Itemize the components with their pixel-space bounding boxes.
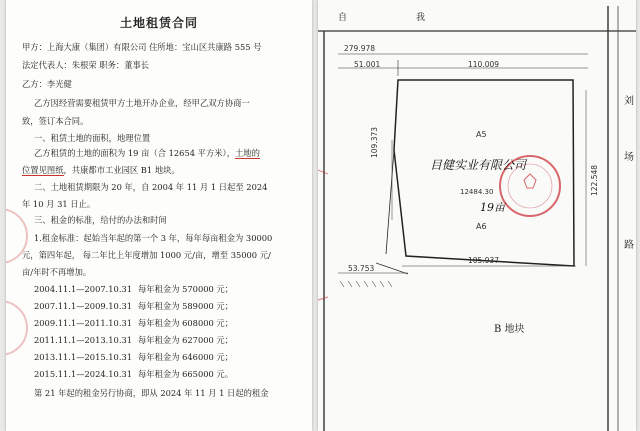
schedule-row: 2004.11.1—2007.10.31 每年租金为 570000 元；	[34, 284, 234, 294]
dim-top-total: 279.978	[344, 44, 376, 53]
road-char-3: 路	[624, 240, 634, 251]
top-label-2: 我	[416, 13, 426, 23]
schedule-row: 2015.11.1—2024.10.31 每年租金为 665000 元。	[34, 369, 234, 379]
road-char-2: 场	[624, 152, 634, 163]
section-3-heading: 三、租金的标准，给付的办法和时间	[34, 215, 167, 225]
schedule-row: 2007.11.1—2009.10.31 每年租金为 589000 元；	[34, 301, 234, 311]
dim-left-side: 109.373	[370, 126, 379, 158]
underlined-phrase-1: 土地的	[235, 148, 260, 158]
rent-standard-line-2: 元，第四年起， 每二年比上年度增加 1000 元/亩，增至 35000 元/	[22, 250, 271, 260]
rent-standard-line-3: 亩/年时不再增加。	[22, 267, 92, 277]
underlined-phrase-2: 位置见图纸	[22, 165, 64, 175]
top-label-1: 自	[338, 13, 348, 23]
schedule-row: 2011.11.1—2013.10.31 每年租金为 627000 元；	[34, 335, 234, 345]
dim-top-right: 110.009	[468, 60, 500, 69]
section-2-line-1: 二、土地租赁期限为 20 年，自 2004 年 11 月 1 日起至 2024	[34, 182, 268, 192]
section-1-heading: 一、租赁土地的面积，地理位置	[34, 133, 151, 143]
intro-line-2: 致，签订本合同。	[22, 116, 89, 126]
location-line	[22, 165, 180, 175]
seal-stamp-left-lower	[6, 300, 28, 356]
area-text: 乙方租赁的土地的面积为 19 亩（合 12654 平方米），	[34, 148, 235, 158]
dim-bottom-left: 53.753	[348, 264, 375, 273]
area-label-a5: A5	[476, 130, 487, 139]
area-value: 12484.30	[460, 188, 494, 196]
dim-top-left: 51.001	[354, 60, 381, 69]
land-map-page	[318, 0, 636, 431]
party-b-line: 乙方：李光健	[22, 79, 72, 89]
area-label-a6: A6	[476, 222, 487, 231]
dim-right-side: 122.548	[590, 164, 599, 196]
schedule-row: 2013.11.1—2015.10.31 每年租金为 646000 元；	[34, 352, 234, 362]
rent-standard-line-1: 1.租金标准：起始当年起的第一个 3 年，每年每亩租金为 30000	[34, 233, 273, 243]
intro-line-1: 乙方因经营需要租赁甲方土地开办企业，经甲乙双方协商一	[34, 98, 250, 108]
road-char-1: 刘	[624, 96, 634, 107]
contract-title: 土地租赁合同	[119, 16, 198, 30]
dim-bottom: 105.937	[468, 256, 500, 265]
handwritten-area: 19亩	[480, 201, 505, 214]
legal-rep-line: 法定代表人：朱根荣 职务：董事长	[22, 60, 150, 70]
section-2-line-2: 年 10 月 31 日止。	[22, 199, 96, 209]
location-text: ，共康都市工业园区 B1 地块。	[63, 165, 180, 175]
area-line	[34, 148, 260, 158]
party-a-line: 甲方：上海大康（集团）有限公司 住所地：宝山区共康路 555 号	[22, 42, 262, 52]
handwritten-company-name: 目健实业有限公司	[430, 158, 527, 172]
block-label: B 地块	[494, 324, 525, 335]
contract-page	[6, 0, 312, 431]
schedule-row: 2009.11.1—2011.10.31 每年租金为 608000 元；	[34, 318, 234, 328]
section-3-closing-line: 第 21 年起的租金另行协商，即从 2024 年 11 月 1 日起的租金	[34, 388, 269, 398]
